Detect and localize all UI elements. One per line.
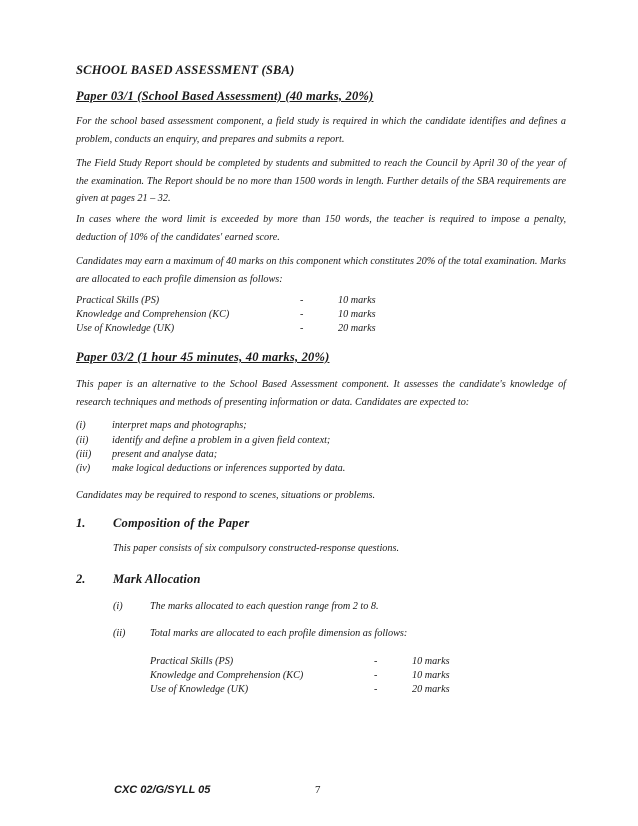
section-2-item-number: (i) [113,601,123,612]
section-1-number: 1. [76,516,86,530]
list-item: interpret maps and photographs; [112,420,247,431]
allocation-dash: - [300,323,304,334]
list-item-number: (ii) [76,435,89,446]
section-1-heading: Composition of the Paper [113,516,250,530]
allocation-dash: - [300,295,304,306]
footer-syllabus-code: CXC 02/G/SYLL 05 [114,784,211,796]
list-item: identify and define a problem in a given field context; [112,435,331,446]
section-1-text: This paper consists of six compulsory constructed-response questions. [113,543,399,554]
allocation-label: Practical Skills (PS) [76,295,160,306]
section-2-item-number: (ii) [113,628,126,639]
list-item: present and analyse data; [112,449,218,460]
section-2-item-text: The marks allocated to each question range from 2 to 8. [150,601,379,612]
allocation-label: Knowledge and Comprehension (KC) [76,309,230,320]
page-number: 7 [315,784,321,796]
allocation-label: Practical Skills (PS) [150,656,234,667]
section-2-number: 2. [76,572,86,586]
list-item: make logical deductions or inferences supported by data. [112,463,346,474]
paper-1-paragraph-marks: Candidates may earn a maximum of 40 marks on this component which constitutes 20% of the total examination. Marks are allocated to each profile dimension as follows: [76,256,566,285]
allocation-marks: 10 marks [338,309,376,320]
list-item-number: (i) [76,420,86,431]
paper-1-paragraph-penalty: In cases where the word limit is exceeded by more than 150 words, the teacher is required to impose a penalty, deduction of 10% of the candidates' earned score. [76,214,566,243]
allocation-marks: 20 marks [338,323,376,334]
list-item-number: (iv) [76,463,91,474]
allocation-marks: 10 marks [412,656,450,667]
allocation-marks: 10 marks [412,670,450,681]
allocation-label: Knowledge and Comprehension (KC) [150,670,304,681]
paper-1-paragraph-field-study: For the school based assessment component, a field study is required in which the candidate identifies and defines a problem, conducts an enquiry, and prepares and submits a report. [76,116,566,145]
paper-2-closing: Candidates may be required to respond to scenes, situations or problems. [76,490,375,501]
section-2-heading: Mark Allocation [113,572,201,586]
paper-2-intro: This paper is an alternative to the School Based Assessment component. It assesses the candidate's knowledge of research techniques and methods of presenting information or data. Candidates are expected to: [76,379,566,408]
allocation-dash: - [374,670,378,681]
allocation-marks: 20 marks [412,684,450,695]
paper-1-paragraph-report: The Field Study Report should be completed by students and submitted to reach the Council by April 30 of the year of the examination. The Report should be no more than 1500 words in length. Further details of the SBA requirements are given at pages 21 – 32. [76,158,566,204]
paper-1-heading: Paper 03/1 (School Based Assessment) (40 marks, 20%) [76,89,374,103]
section-2-item-text: Total marks are allocated to each profile dimension as follows: [150,628,408,639]
allocation-dash: - [374,656,378,667]
allocation-dash: - [300,309,304,320]
document-title: SCHOOL BASED ASSESSMENT (SBA) [76,63,295,77]
allocation-label: Use of Knowledge (UK) [150,684,249,695]
allocation-marks: 10 marks [338,295,376,306]
allocation-dash: - [374,684,378,695]
paper-2-heading: Paper 03/2 (1 hour 45 minutes, 40 marks, 20%) [76,350,330,364]
list-item-number: (iii) [76,449,92,460]
allocation-label: Use of Knowledge (UK) [76,323,175,334]
